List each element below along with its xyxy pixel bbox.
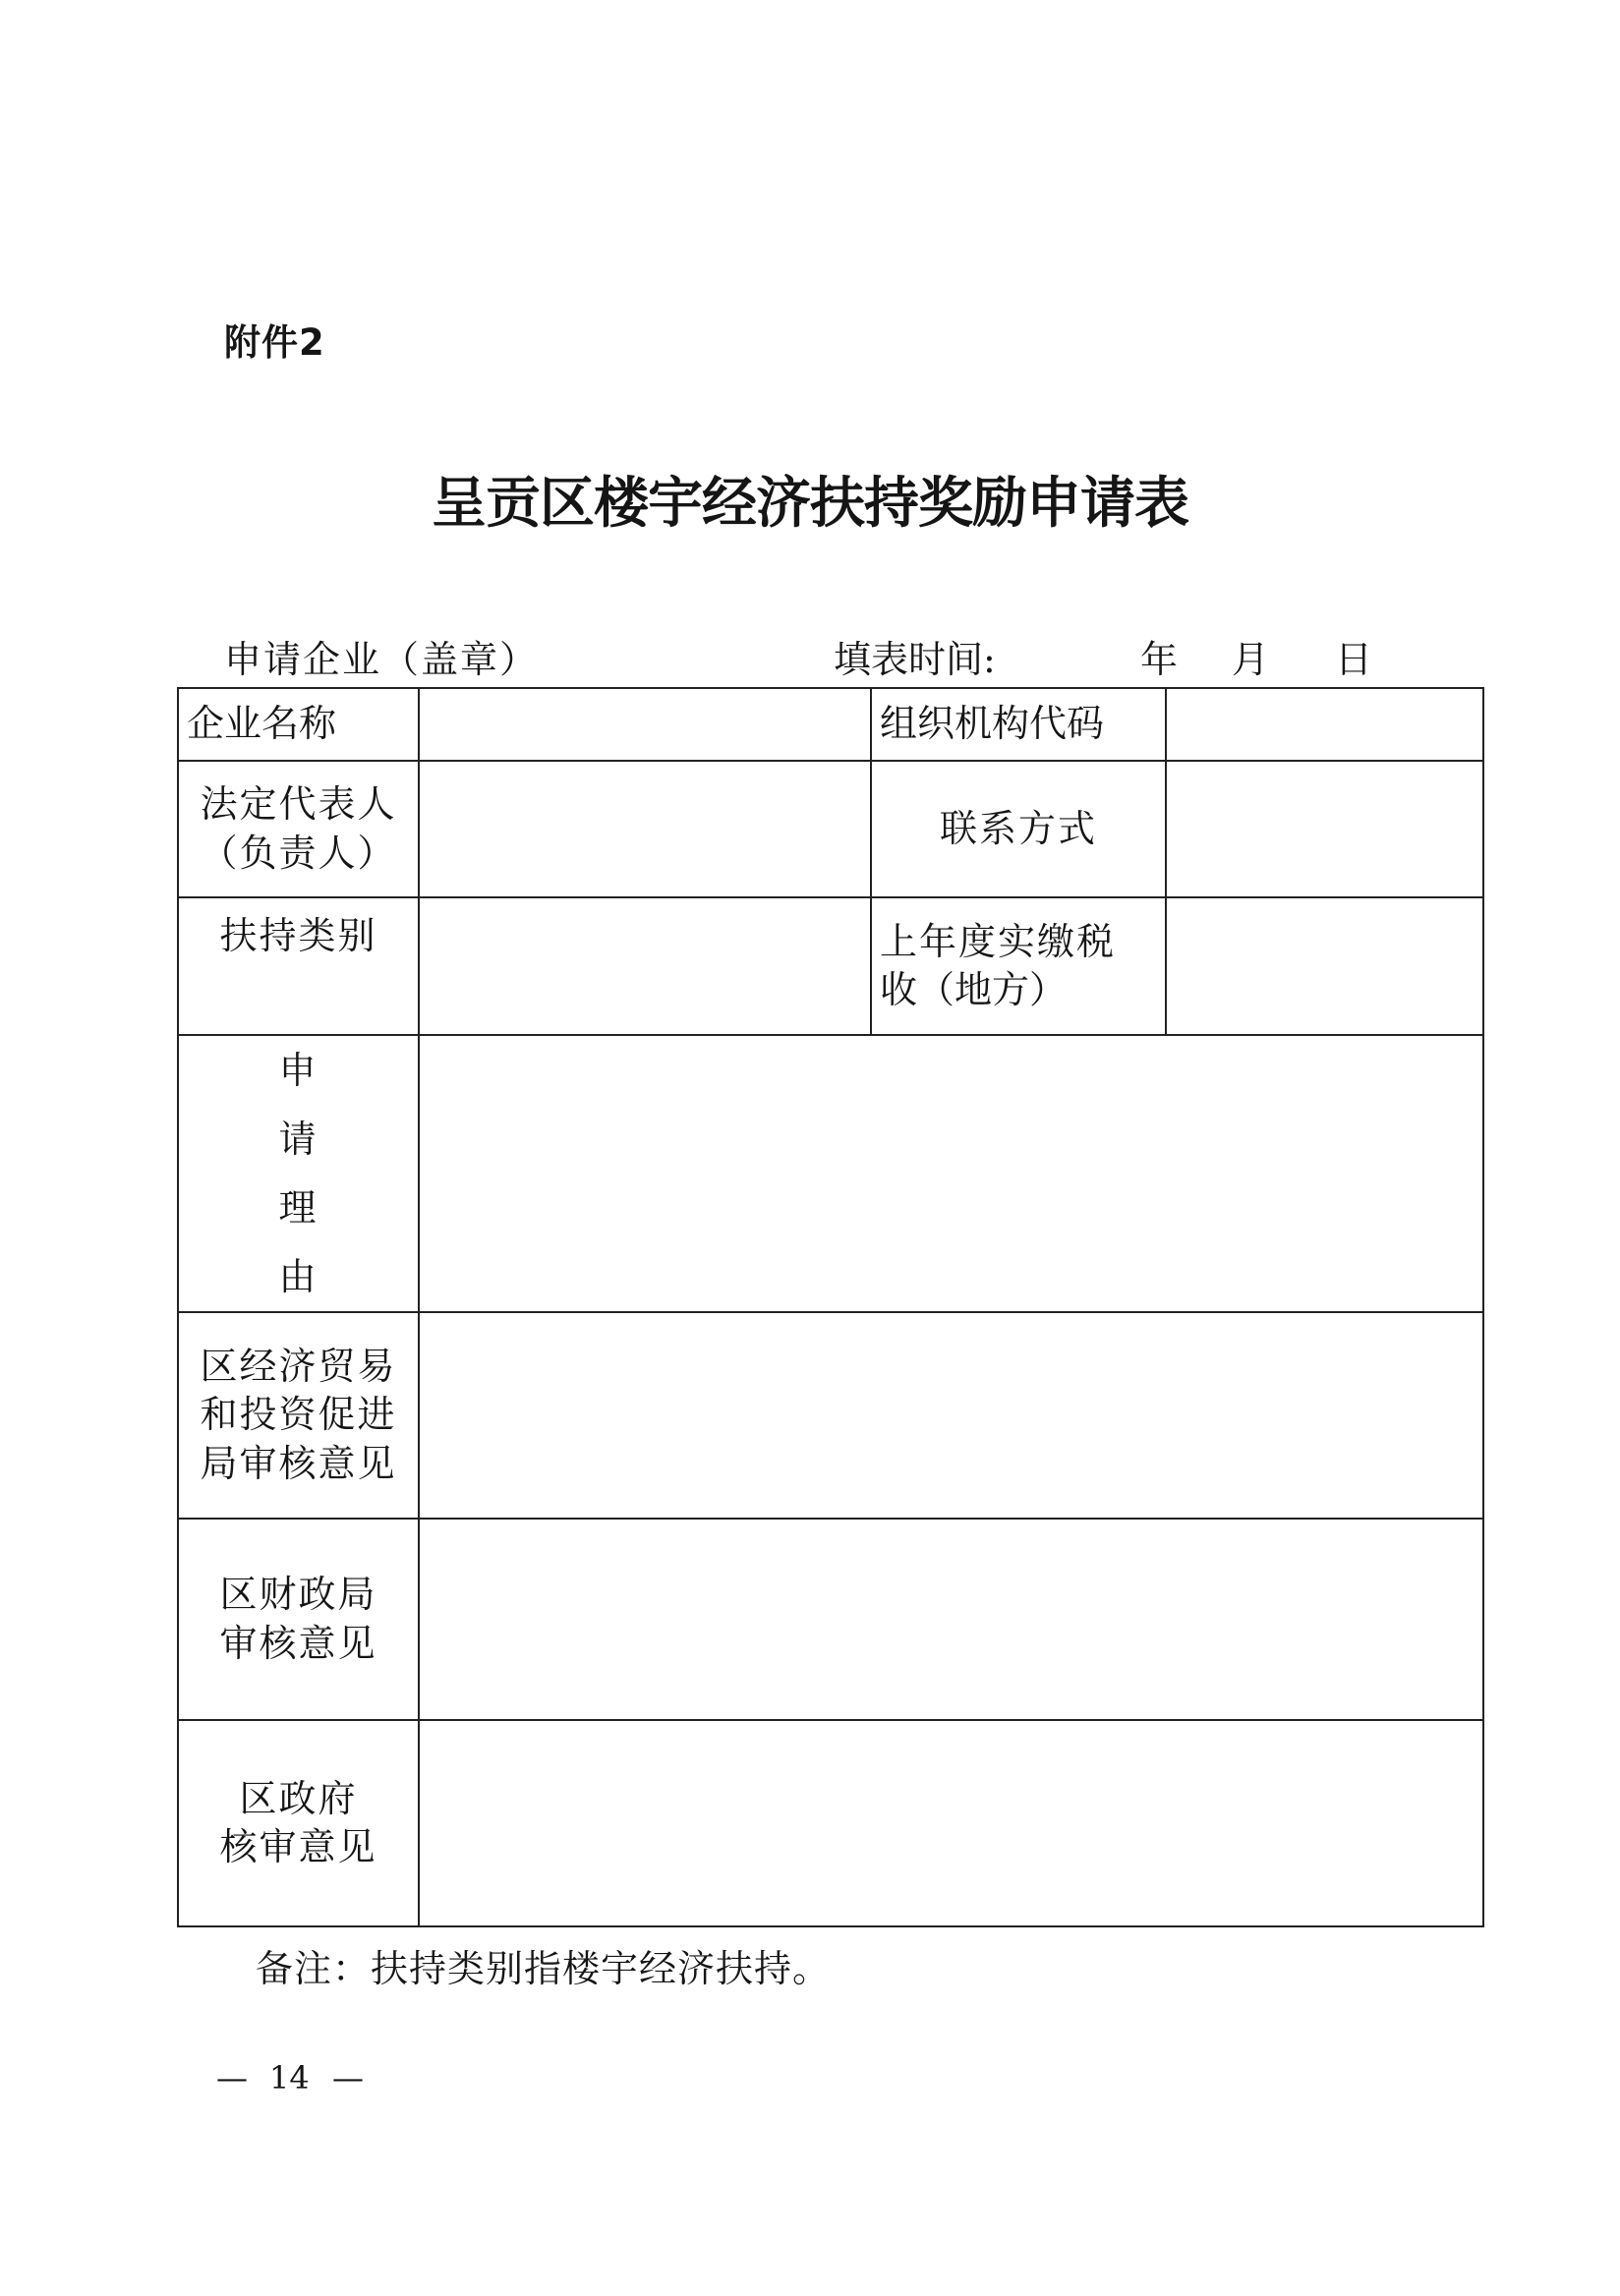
trade-line1: 区经济贸易 [200, 1344, 397, 1388]
trade-bureau-label [178, 1312, 419, 1519]
trade-bureau-opinion-field[interactable] [419, 1312, 1483, 1519]
form-row-finance-bureau [178, 1519, 1483, 1720]
reason-label [178, 1035, 419, 1312]
page-number: 14 [269, 2059, 310, 2096]
reason-char-4: 由 [278, 1255, 318, 1298]
finance-line1: 区财政局 [219, 1573, 377, 1617]
contact-field[interactable] [1166, 761, 1483, 897]
reason-field[interactable] [419, 1035, 1483, 1312]
attachment-label: 附件2 [224, 321, 325, 364]
form-row-support [178, 897, 1483, 1035]
company-name-field[interactable] [419, 688, 871, 761]
reason-char-1: 申 [278, 1049, 318, 1092]
tax-line1: 上年度实缴税 [880, 919, 1117, 963]
reason-char-3: 理 [278, 1186, 318, 1230]
gov-line2: 核审意见 [219, 1825, 377, 1868]
month-label: 月 [1232, 638, 1270, 681]
company-name-text: 企业名称 [187, 702, 337, 746]
gov-line1: 区政府 [239, 1776, 358, 1820]
finance-line2: 审核意见 [219, 1621, 377, 1665]
year-label: 年 [1140, 638, 1179, 681]
applicant-company-label: 申请企业（盖章） [224, 638, 540, 681]
tax-label [871, 897, 1166, 1035]
contact-label [871, 761, 1166, 897]
legal-rep-line1: 法定代表人 [200, 782, 397, 827]
form-row-reason [178, 1035, 1483, 1312]
legal-rep-line2: （负责人） [200, 831, 397, 875]
org-code-field[interactable] [1166, 688, 1483, 761]
contact-text: 联系方式 [939, 806, 1097, 850]
government-label [178, 1720, 419, 1926]
finance-bureau-label [178, 1519, 419, 1720]
form-row-company [178, 688, 1483, 761]
trade-line2: 和投资促进 [200, 1393, 397, 1437]
day-label: 日 [1335, 638, 1373, 681]
org-code-label [871, 688, 1166, 761]
form-title: 呈贡区楼宇经济扶持奖励申请表 [432, 472, 1188, 536]
reason-char-2: 请 [278, 1118, 318, 1161]
application-form-table [177, 687, 1484, 1927]
tax-line2: 收（地方） [880, 968, 1068, 1011]
tax-field[interactable] [1166, 897, 1483, 1035]
support-category-label [178, 897, 419, 1035]
support-category-field[interactable] [419, 897, 871, 1035]
government-opinion-field[interactable] [419, 1720, 1483, 1926]
remark-note: 备注：扶持类别指楼宇经济扶持。 [256, 1947, 832, 1990]
trade-line3: 局审核意见 [200, 1441, 397, 1485]
org-code-text: 组织机构代码 [880, 702, 1105, 746]
form-row-legal-rep [178, 761, 1483, 897]
form-row-government [178, 1720, 1483, 1926]
fill-time-label: 填表时间: [834, 638, 996, 681]
page-dash-left: — [216, 2059, 248, 2096]
form-row-trade-bureau [178, 1312, 1483, 1519]
page-dash-right: — [332, 2059, 364, 2096]
legal-rep-field[interactable] [419, 761, 871, 897]
legal-rep-label [178, 761, 419, 897]
finance-bureau-opinion-field[interactable] [419, 1519, 1483, 1720]
support-category-text: 扶持类别 [219, 914, 377, 957]
company-name-label [178, 688, 419, 761]
